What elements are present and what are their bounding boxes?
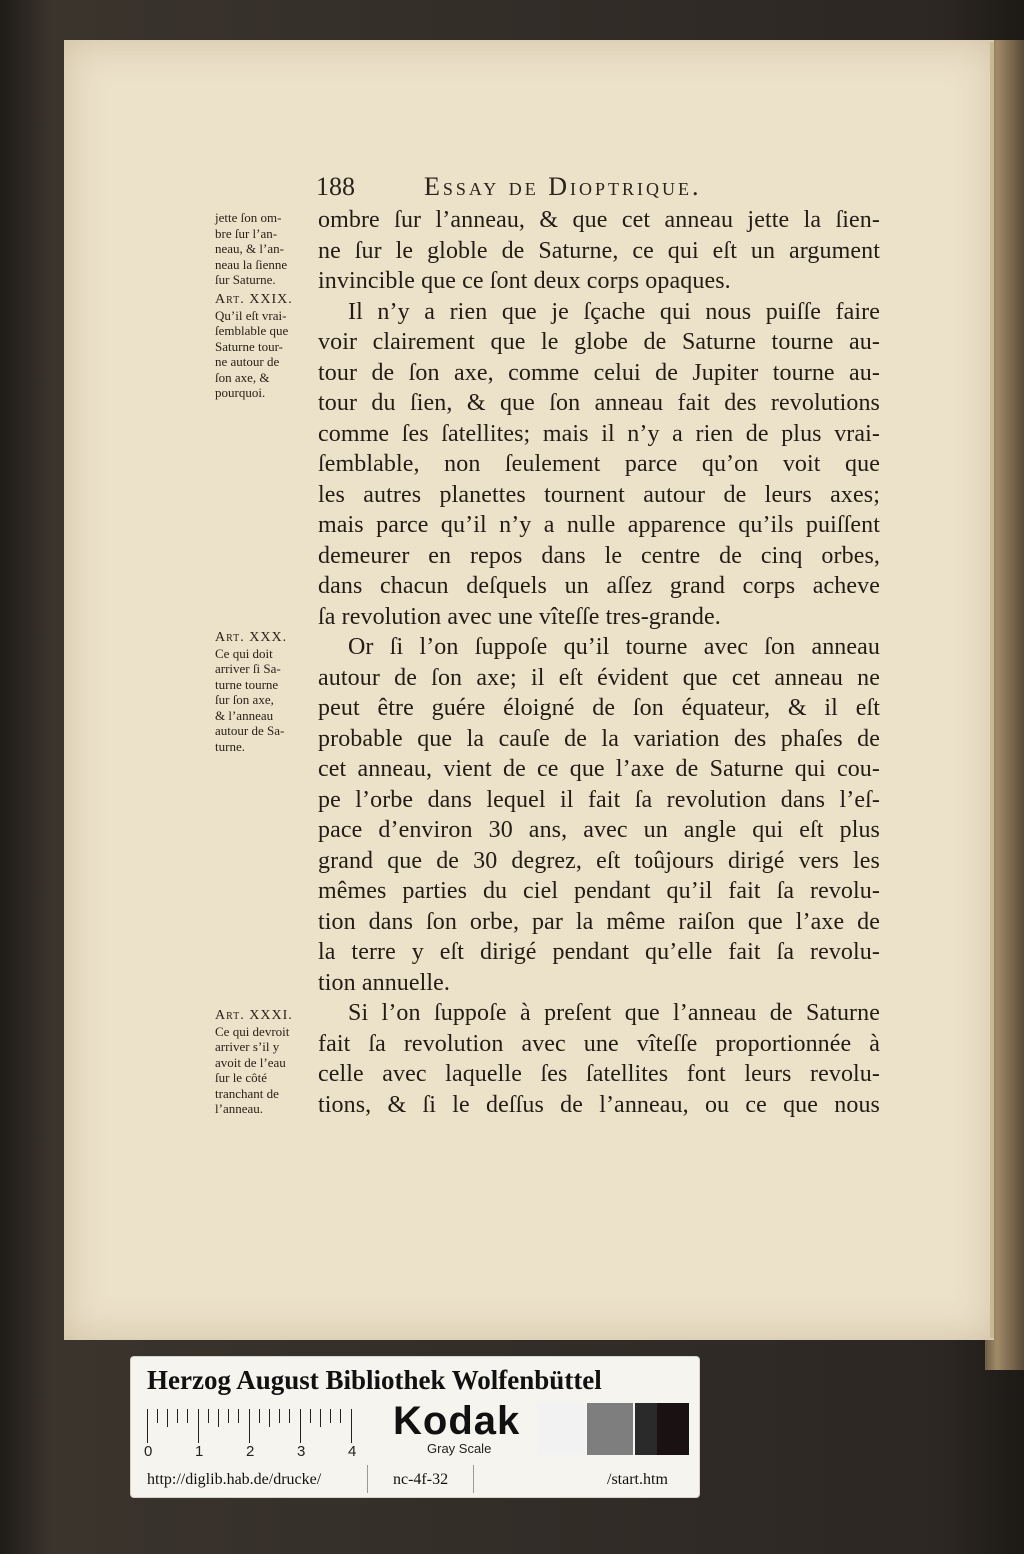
- text-line: tions, & ſi le deſſus de l’anneau, ou ce que nous: [318, 1091, 880, 1118]
- text-line: dans chacun deſquels un aſſez grand corps acheve: [318, 573, 880, 599]
- margin-line: bre ſur l’an-: [215, 225, 278, 241]
- color-calibration-card: [131, 1357, 699, 1497]
- margin-line: neau, & l’an-: [215, 241, 284, 256]
- margin-line: Ce qui doit: [215, 645, 273, 661]
- ruler-scale: [147, 1409, 367, 1445]
- text-line: pe l’orbe dans lequel il fait ſa revolution dans l’eſ-: [318, 786, 880, 813]
- gray-patch-black: [657, 1403, 689, 1455]
- text-line: la terre y eſt dirigé pendant qu’elle fait ſa revolu-: [318, 939, 880, 965]
- margin-line: arriver s’il y: [215, 1039, 280, 1054]
- text-line: Si l’on ſuppoſe à preſent que l’anneau de Saturne: [348, 1000, 880, 1026]
- text-line: Or ſi l’on ſuppoſe qu’il tourne avec ſon anneau: [348, 634, 880, 660]
- ruler-tick: [330, 1409, 331, 1423]
- ruler-tick: [208, 1409, 209, 1423]
- text-line: ſemblable, non ſeulement parce qu’on voit que: [318, 451, 880, 477]
- text-line: ombre ſur l’anneau, & que cet anneau jette la ſien-: [318, 207, 880, 233]
- ruler-tick: [157, 1409, 158, 1423]
- page-number: 188: [316, 172, 355, 201]
- text-line: invincible que ce ſont deux corps opaques.: [318, 268, 731, 294]
- text-line: fait ſa revolution avec une vîteſſe proportionnée à: [318, 1030, 880, 1057]
- ruler-tick: [310, 1409, 311, 1423]
- margin-line: ſon axe, &: [215, 369, 270, 385]
- text-line: probable que la cauſe de la variation des phaſes de: [318, 725, 880, 752]
- margin-line: jette ſon om-: [215, 210, 282, 225]
- margin-line: autour de Sa-: [215, 723, 285, 738]
- ruler-tick: [249, 1409, 250, 1443]
- ruler-tick: [238, 1409, 239, 1423]
- margin-line: arriver ſi Sa-: [215, 661, 281, 676]
- margin-line: turne tourne: [215, 676, 279, 692]
- text-line: pace d’environ 30 ans, avec un angle qui eſt plus: [318, 817, 880, 843]
- ruler-number: 2: [246, 1443, 255, 1460]
- gray-patch-dark: [635, 1403, 657, 1455]
- margin-line: neau la ſienne: [215, 256, 288, 272]
- text-line: grand que de 30 degrez, eſt toûjours dirigé vers les: [318, 847, 880, 874]
- ruler-tick: [218, 1409, 219, 1427]
- text-line: voir clairement que le globe de Saturne tourne au-: [318, 329, 880, 355]
- ruler-tick: [228, 1409, 229, 1423]
- ruler-tick: [320, 1409, 321, 1427]
- ruler-number: 1: [195, 1443, 204, 1460]
- ruler-tick: [177, 1409, 178, 1423]
- text-line: demeurer en repos dans le centre de cinq orbes,: [318, 542, 880, 569]
- margin-note-art29: [215, 292, 325, 401]
- ruler-tick: [340, 1409, 341, 1423]
- divider: [367, 1465, 368, 1493]
- margin-note-continued: [215, 210, 325, 288]
- kodak-logo: Kodak: [393, 1399, 521, 1443]
- gray-patch-white: [537, 1403, 585, 1455]
- margin-line: avoit de l’eau: [215, 1054, 286, 1070]
- page-header: [310, 168, 890, 208]
- text-line: ſa revolution avec une vîteſſe tres-grande.: [318, 603, 721, 630]
- ruler-tick: [279, 1409, 280, 1423]
- margin-line: tranchant de: [215, 1085, 279, 1101]
- ruler-tick: [187, 1409, 188, 1423]
- page-edge: [990, 42, 994, 1338]
- ruler-tick: [259, 1409, 260, 1423]
- text-line: comme ſes ſatellites; mais il n’y a rien de plus vrai-: [318, 420, 880, 447]
- text-line: tour du ſien, & que ſon anneau fait des revolutions: [318, 390, 880, 416]
- text-line: les autres planettes tournent autour de leurs axes;: [318, 481, 880, 508]
- ruler-tick: [351, 1409, 352, 1443]
- margin-line: turne.: [215, 738, 245, 754]
- running-head: Essay de Dioptrique.: [424, 172, 702, 201]
- margin-line: ne autour de: [215, 354, 280, 369]
- text-line: ne ſur le globle de Saturne, ce qui eſt un argument: [318, 237, 880, 264]
- text-line: mais parce qu’il n’y a nulle apparence qu’ils puiſſent: [318, 512, 880, 538]
- ruler-number: 0: [144, 1443, 153, 1460]
- margin-line: Saturne tour-: [215, 338, 283, 354]
- text-line: tion dans ſon orbe, par la même raiſon que l’axe de: [318, 908, 880, 935]
- text-line: tion annuelle.: [318, 969, 451, 996]
- ruler-tick: [167, 1409, 168, 1427]
- main-text: [318, 205, 880, 1120]
- margin-note-art31: [215, 1008, 325, 1117]
- gray-patch-mid: [587, 1403, 633, 1455]
- margin-line: ſur ſon axe,: [215, 692, 274, 707]
- ruler-tick: [269, 1409, 270, 1427]
- margin-line: ſemblable que: [215, 323, 289, 338]
- divider: [473, 1465, 474, 1493]
- article-number: Art. XXIX.: [215, 292, 293, 307]
- text-line: cet anneau, vient de ce que l’axe de Saturne qui cou-: [318, 756, 880, 782]
- url-prefix: http://diglib.hab.de/drucke/: [147, 1471, 322, 1488]
- ruler-number: 3: [297, 1443, 306, 1460]
- margin-line: Ce qui devroit: [215, 1023, 290, 1039]
- text-line: mêmes parties du ciel pendant qu’il fait ſa revolu-: [318, 878, 880, 904]
- margin-line: Qu’il eſt vrai-: [215, 307, 287, 323]
- text-line: peut être guére éloigné de ſon équateur, & il eſt: [318, 695, 880, 721]
- ruler-tick: [147, 1409, 148, 1443]
- document-id: nc-4f-32: [393, 1471, 449, 1488]
- margin-line: pourquoi.: [215, 385, 266, 400]
- margin-note-art30: [215, 630, 325, 754]
- ruler-tick: [289, 1409, 290, 1423]
- library-name: Herzog August Bibliothek Wolfenbüttel: [147, 1365, 602, 1395]
- margin-line: l’anneau.: [215, 1101, 264, 1116]
- text-line: autour de ſon axe; il eſt évident que cet anneau ne: [318, 664, 880, 691]
- text-line: tour de ſon axe, comme celui de Jupiter tourne au-: [318, 359, 880, 386]
- margin-line: ſur Saturne.: [215, 272, 276, 287]
- text-line: Il n’y a rien que je ſçache qui nous puiſſe faire: [348, 298, 880, 325]
- url-suffix: /start.htm: [607, 1471, 668, 1488]
- margin-line: ſur le côté: [215, 1070, 267, 1085]
- ruler-tick: [198, 1409, 199, 1443]
- margin-line: & l’anneau: [215, 707, 274, 723]
- gray-scale-label: Gray Scale: [427, 1441, 492, 1456]
- article-number: Art. XXX.: [215, 630, 288, 645]
- article-number: Art. XXXI.: [215, 1008, 293, 1023]
- ruler-tick: [300, 1409, 301, 1443]
- ruler-number: 4: [348, 1443, 357, 1460]
- text-line: celle avec laquelle ſes ſatellites font leurs revolu-: [318, 1061, 880, 1087]
